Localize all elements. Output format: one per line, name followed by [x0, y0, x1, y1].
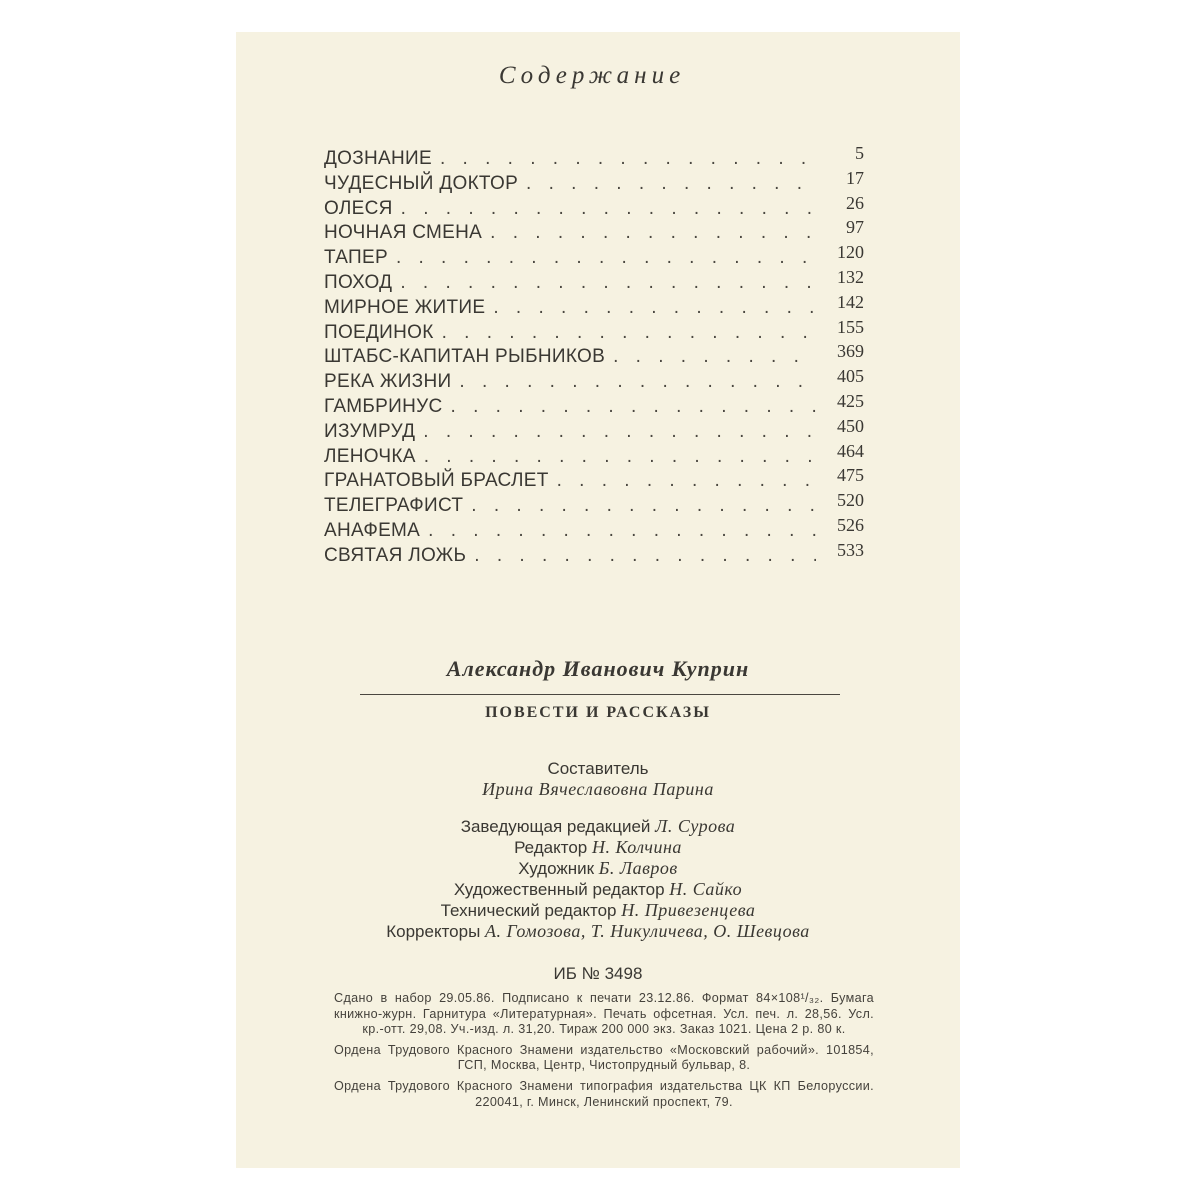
toc-entry-page: 155: [837, 316, 864, 337]
book-page: [236, 32, 960, 1168]
toc-entry-page: 464: [837, 440, 864, 461]
toc-entry-title: ПОХОД: [324, 271, 393, 293]
divider-rule: [360, 694, 840, 695]
imprint-printer: Ордена Трудового Красного Знамени типография издательства ЦК КП Белоруссии. 220041, г. Минск, Ленинский проспект, 79.: [334, 1078, 874, 1109]
credit-line: [236, 900, 960, 921]
toc-dot-leader: [423, 420, 816, 445]
toc-dot-leader: [471, 494, 816, 519]
imprint-publisher: Ордена Трудового Красного Знамени издательство «Московский рабочий». 101854, ГСП, Москва, Центр, Чистопрудный бульвар, 8.: [334, 1042, 874, 1073]
toc-entry-page: 425: [837, 390, 864, 411]
ib-number: ИБ № 3498: [553, 964, 643, 983]
toc-dot-leader: [474, 544, 816, 569]
toc-entry-page: 369: [837, 341, 864, 362]
toc-entry-page: 17: [846, 167, 864, 188]
toc-entry-title: ЧУДЕСНЫЙ ДОКТОР: [324, 172, 519, 194]
toc-entry-page: 450: [837, 415, 864, 436]
toc-entry: [324, 539, 864, 568]
credit-role: Редактор: [514, 838, 588, 857]
credit-role: Художник: [518, 859, 595, 878]
toc-entry-page: 526: [837, 514, 864, 535]
credit-role: Корректоры: [386, 922, 481, 941]
credit-line: [236, 879, 960, 900]
credit-line: [236, 816, 960, 837]
compiler-name: Ирина Вячеславовна Парина: [482, 779, 714, 799]
toc-entry-page: 142: [837, 291, 864, 312]
toc-dot-leader: [396, 246, 816, 271]
toc-entry-title: ДОЗНАНИЕ: [324, 148, 432, 169]
credit-line: [236, 837, 960, 858]
toc-dot-leader: [400, 271, 816, 296]
toc-entry: [324, 192, 864, 221]
toc-entry: [324, 465, 864, 493]
compiler-role: Составитель: [547, 759, 649, 778]
toc-dot-leader: [424, 445, 816, 470]
toc-entry-title: ЛЕНОЧКА: [324, 445, 416, 467]
toc-entry-page: 475: [837, 465, 864, 486]
compiler-block: [236, 758, 960, 800]
toc-entry-page: 405: [837, 366, 864, 387]
toc-entry: [324, 242, 864, 270]
toc-dot-leader: [459, 370, 816, 395]
toc-entry-title: ГРАНАТОВЫЙ БРАСЛЕТ: [324, 470, 549, 492]
credit-name: Н. Колчина: [591, 837, 682, 857]
toc-dot-leader: [451, 395, 816, 420]
toc-entry-page: 132: [837, 266, 864, 287]
toc-entry-title: ИЗУМРУД: [324, 420, 416, 442]
credit-role: Заведующая редакцией: [460, 817, 651, 836]
toc-entry-title: ТАПЕР: [324, 247, 388, 269]
toc-entry-page: 120: [837, 242, 864, 263]
toc-entry-page: 26: [846, 192, 864, 213]
toc-list: [324, 143, 864, 568]
toc-entry: [324, 266, 864, 295]
credit-name: А. Гомозова, Т. Никуличева, О. Шевцова: [485, 921, 810, 941]
credit-name: Н. Сайко: [669, 879, 743, 899]
credits: [236, 758, 960, 942]
toc-entry-title: РЕКА ЖИЗНИ: [324, 371, 452, 393]
toc-entry: [324, 490, 864, 518]
toc-entry: [324, 514, 864, 543]
toc-entry-page: 97: [846, 217, 864, 238]
toc-entry: [324, 341, 864, 369]
toc-dot-leader: [442, 321, 816, 346]
toc-entry-title: МИРНОЕ ЖИТИЕ: [324, 296, 486, 318]
toc-dot-leader: [490, 221, 816, 246]
toc-entry: [324, 316, 864, 345]
toc-dot-leader: [428, 519, 816, 544]
toc-entry-page: 520: [837, 490, 864, 511]
toc-entry-title: ТЕЛЕГРАФИСТ: [324, 495, 464, 517]
toc-entry: [324, 143, 864, 171]
toc-entry-title: НОЧНАЯ СМЕНА: [324, 222, 483, 244]
toc-dot-leader: [557, 469, 816, 494]
toc-entry-title: ПОЕДИНОК: [324, 321, 434, 343]
toc-entry: [324, 415, 864, 444]
toc-entry-title: СВЯТАЯ ЛОЖЬ: [324, 544, 467, 566]
toc-title: Содержание: [498, 62, 686, 89]
toc-entry-page: 5: [855, 143, 864, 163]
credit-line: [236, 921, 960, 942]
toc-entry: [324, 167, 864, 196]
toc-entry-title: АНАФЕМА: [324, 519, 421, 541]
toc-dot-leader: [440, 147, 816, 172]
toc-entry-title: ШТАБС-КАПИТАН РЫБНИКОВ: [324, 346, 606, 368]
credit-name: Л. Сурова: [655, 816, 736, 836]
toc-dot-leader: [401, 197, 816, 222]
toc-dot-leader: [613, 345, 816, 370]
toc-entry: [324, 390, 864, 419]
author-name: Александр Иванович Куприн: [446, 656, 750, 681]
staff-credits: [236, 816, 960, 942]
credit-role: Художественный редактор: [453, 880, 665, 899]
credit-name: Б. Лавров: [598, 858, 678, 878]
toc-entry: [324, 440, 864, 469]
imprint-print-details: Сдано в набор 29.05.86. Подписано к печати 23.12.86. Формат 84×108¹/₃₂. Бумага книжно-журн. Гарнитура «Литературная». Печать офсетная. Усл. печ. л. 28,56. Усл. кр.-отт. 29,08. Уч.-изд. л. 31,20. Тираж 200 000 экз. Заказ 1021. Цена 2 р. 80 к.: [334, 991, 874, 1037]
toc-dot-leader: [493, 296, 816, 321]
credit-role: Технический редактор: [440, 901, 617, 920]
toc-entry-title: ОЛЕСЯ: [324, 197, 393, 219]
book-title: ПОВЕСТИ И РАССКАЗЫ: [485, 704, 711, 721]
credit-name: Н. Привезенцева: [621, 900, 756, 920]
toc-entry: [324, 291, 864, 320]
toc-entry: [324, 366, 864, 394]
toc-entry-page: 533: [837, 539, 864, 560]
toc-entry: [324, 217, 864, 245]
toc-dot-leader: [526, 172, 816, 197]
credit-line: [236, 858, 960, 879]
toc-entry-title: ГАМБРИНУС: [324, 395, 443, 417]
imprint-block: [334, 991, 874, 1115]
